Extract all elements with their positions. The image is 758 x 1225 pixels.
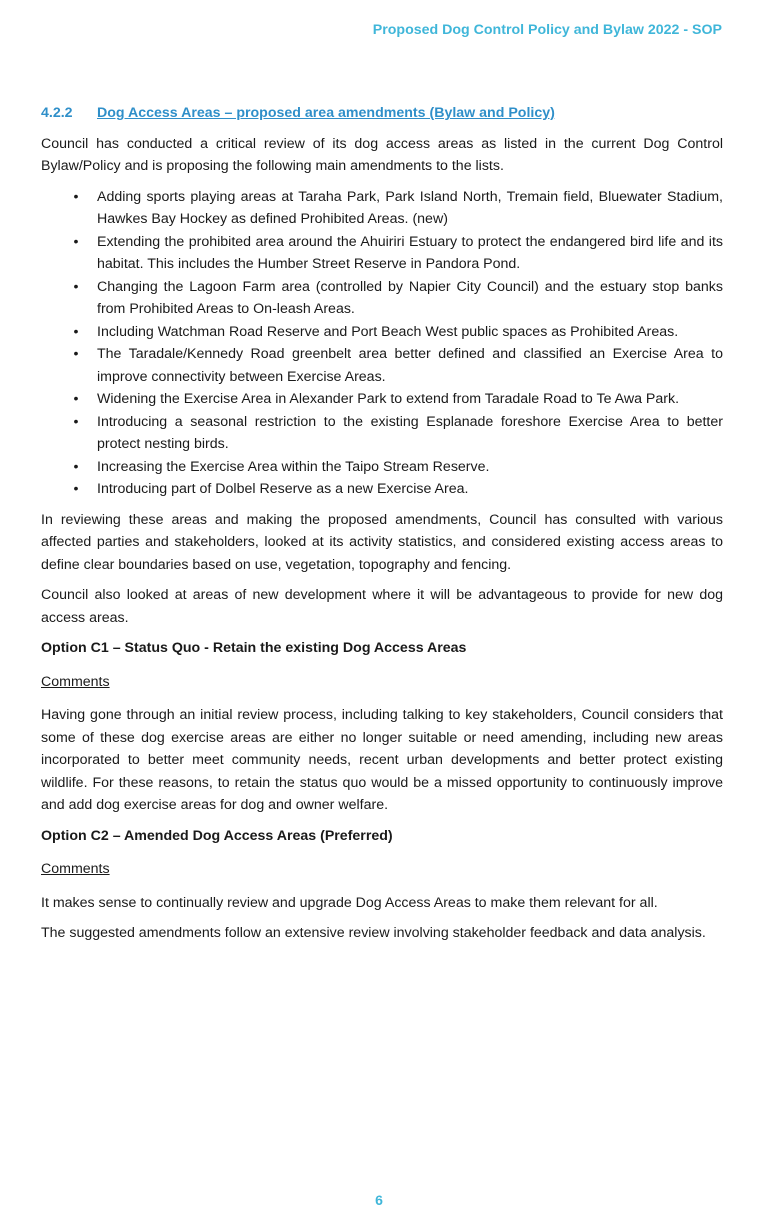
option-c1-comments-text: Having gone through an initial review process, including talking to key stakeholders, Council considers that some of these dog exercise areas are either no longer suitable or need amending, including new areas incorporated to better meet community needs, recent urban developments and better protect existing wildlife. For these reasons, to retain the status quo would be a missed opportunity to continuously improve and add dog exercise areas for dog and owner welfare.	[41, 707, 723, 813]
list-item-text: Widening the Exercise Area in Alexander Park to extend from Taradale Road to Te Awa Park.	[97, 391, 680, 407]
document-header-title: Proposed Dog Control Policy and Bylaw 2022 - SOP	[372, 22, 722, 38]
bullet-icon: •	[73, 188, 79, 205]
list-item-text: Extending the prohibited area around the Ahuiriri Estuary to protect the endangered bird life and its habitat. This includes the Humber Street Reserve in Pandora Pond.	[97, 233, 723, 272]
option-c2-comments-text-1: It makes sense to continually review and upgrade Dog Access Areas to make them relevant for all.	[41, 894, 658, 911]
page-content	[41, 102, 723, 953]
bullet-icon: •	[73, 458, 79, 475]
list-item-text: Including Watchman Road Reserve and Port Beach West public spaces as Prohibited Areas.	[97, 323, 679, 340]
page-number: 6	[375, 1192, 383, 1208]
section-heading	[41, 102, 723, 125]
list-item	[41, 186, 723, 231]
list-item-text: Increasing the Exercise Area within the Taipo Stream Reserve.	[97, 458, 490, 475]
option-c2-heading: Option C2 – Amended Dog Access Areas (Preferred)	[41, 827, 393, 844]
list-item-text: Introducing part of Dolbel Reserve as a new Exercise Area.	[97, 481, 469, 497]
list-item	[41, 411, 723, 456]
review-paragraph: In reviewing these areas and making the proposed amendments, Council has consulted with various affected parties and stakeholders, looked at its activity statistics, and considered existing access areas to define clear boundaries based on use, vegetation, topography and fencing.	[41, 511, 723, 573]
option-c2-comments-label: Comments	[41, 861, 110, 877]
bullet-icon: •	[73, 346, 79, 362]
intro-paragraph: Council has conducted a critical review of its dog access areas as listed in the current Dog Control Bylaw/Policy and is proposing the following main amendments to the lists.	[41, 135, 723, 174]
bullet-icon: •	[73, 413, 79, 430]
list-item	[41, 231, 723, 276]
list-item	[41, 343, 723, 388]
list-item-text: Adding sports playing areas at Taraha Park, Park Island North, Tremain field, Bluewater Stadium, Hawkes Bay Hockey as defined Prohibited Areas. (new)	[97, 188, 723, 227]
bullet-icon: •	[73, 233, 79, 250]
list-item	[41, 321, 723, 344]
bullet-icon: •	[73, 323, 79, 340]
option-c1-heading: Option C1 – Status Quo - Retain the existing Dog Access Areas	[41, 640, 467, 656]
list-item	[41, 388, 723, 411]
bullet-icon: •	[73, 391, 79, 407]
development-paragraph: Council also looked at areas of new development where it will be advantageous to provide for new dog access areas.	[41, 587, 723, 626]
list-item	[41, 478, 723, 501]
section-number: 4.2.2	[41, 105, 73, 121]
list-item-text: Introducing a seasonal restriction to the existing Esplanade foreshore Exercise Area to better protect nesting birds.	[97, 413, 723, 452]
option-c2-comments-text-2: The suggested amendments follow an extensive review involving stakeholder feedback and data analysis.	[41, 925, 706, 941]
list-item-text: The Taradale/Kennedy Road greenbelt area better defined and classified an Exercise Area to improve connectivity between Exercise Areas.	[97, 346, 723, 385]
bullet-icon: •	[73, 278, 79, 295]
list-item	[41, 456, 723, 479]
section-title: Dog Access Areas – proposed area amendments (Bylaw and Policy)	[97, 105, 555, 121]
bullet-icon: •	[73, 481, 79, 497]
list-item	[41, 276, 723, 321]
list-item-text: Changing the Lagoon Farm area (controlled by Napier City Council) and the estuary stop banks from Prohibited Areas to On-leash Areas.	[97, 278, 723, 317]
option-c1-comments-label: Comments	[41, 673, 110, 690]
amendments-list	[41, 186, 723, 501]
